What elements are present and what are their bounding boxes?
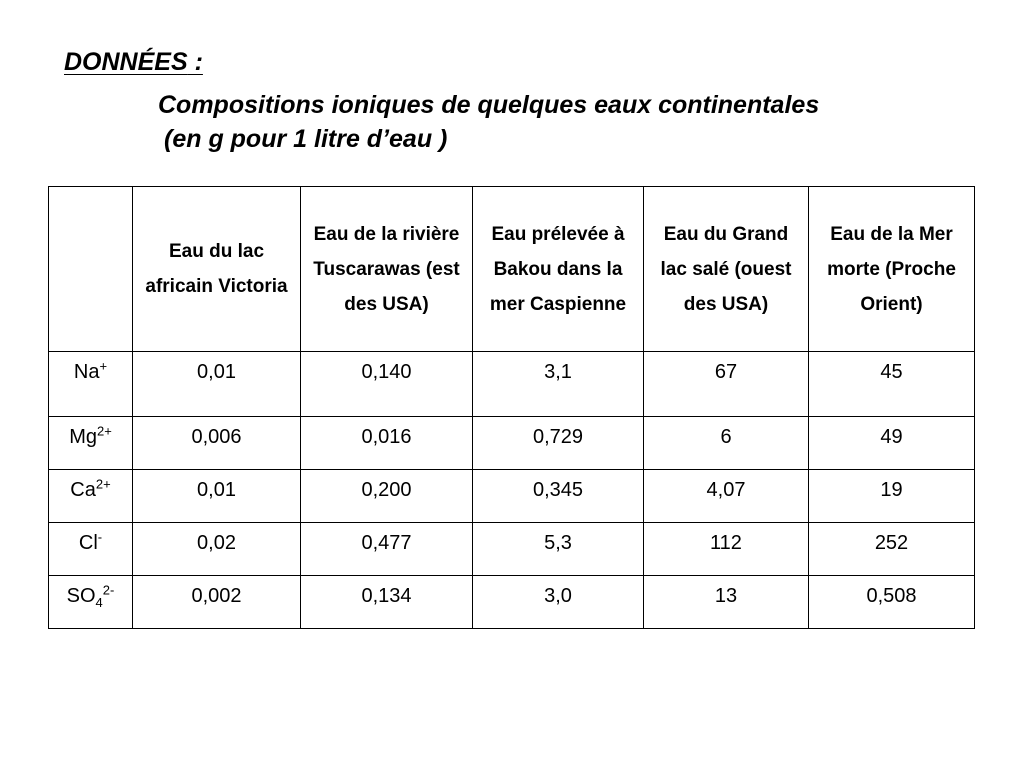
table-caption bbox=[158, 88, 819, 156]
table-row bbox=[49, 352, 975, 417]
ion-composition-table bbox=[48, 186, 975, 629]
value-cell: 49 bbox=[809, 417, 975, 470]
value-cell: 3,0 bbox=[473, 576, 644, 629]
value-cell: 4,07 bbox=[644, 470, 809, 523]
ion-cell-mg bbox=[49, 417, 133, 470]
value-cell: 0,508 bbox=[809, 576, 975, 629]
ion-charge: - bbox=[97, 529, 103, 545]
ion-charge: 2- bbox=[102, 582, 115, 598]
ion-charge: 2+ bbox=[96, 423, 112, 439]
table-row bbox=[49, 523, 975, 576]
table-row bbox=[49, 576, 975, 629]
value-cell: 0,140 bbox=[301, 352, 473, 417]
value-cell: 112 bbox=[644, 523, 809, 576]
value-cell: 5,3 bbox=[473, 523, 644, 576]
col-header-mer-morte: Eau de la Mer morte (Proche Orient) bbox=[809, 187, 975, 352]
donnees-label: DONNÉES bbox=[64, 48, 188, 76]
value-cell: 0,200 bbox=[301, 470, 473, 523]
value-cell: 3,1 bbox=[473, 352, 644, 417]
ion-symbol: Ca bbox=[70, 479, 96, 501]
value-cell: 0,477 bbox=[301, 523, 473, 576]
header-row bbox=[49, 187, 975, 352]
caption-line-2: (en g pour 1 litre d’eau ) bbox=[164, 125, 448, 153]
caption-line-1: Compositions ioniques de quelques eaux continentales bbox=[158, 91, 820, 119]
value-cell: 0,01 bbox=[133, 352, 301, 417]
value-cell: 45 bbox=[809, 352, 975, 417]
ion-charge: + bbox=[99, 358, 108, 374]
value-cell: 6 bbox=[644, 417, 809, 470]
value-cell: 67 bbox=[644, 352, 809, 417]
ion-cell-ca bbox=[49, 470, 133, 523]
corner-cell bbox=[49, 187, 133, 352]
ion-symbol: Na bbox=[73, 361, 100, 383]
col-header-grand-lac-sale: Eau du Grand lac salé (ouest des USA) bbox=[644, 187, 809, 352]
value-cell: 0,01 bbox=[133, 470, 301, 523]
value-cell: 0,002 bbox=[133, 576, 301, 629]
value-cell: 0,729 bbox=[473, 417, 644, 470]
ion-symbol: Mg bbox=[69, 426, 97, 448]
ion-cell-cl bbox=[49, 523, 133, 576]
value-cell: 0,02 bbox=[133, 523, 301, 576]
value-cell: 0,006 bbox=[133, 417, 301, 470]
donnees-colon: : bbox=[187, 48, 203, 76]
col-header-victoria: Eau du lac africain Victoria bbox=[133, 187, 301, 352]
donnees-heading bbox=[64, 47, 203, 78]
ion-symbol: SO bbox=[66, 585, 96, 607]
ion-subscript: 4 bbox=[95, 595, 103, 610]
ion-symbol: Cl bbox=[78, 532, 98, 554]
col-header-caspienne: Eau prélevée à Bakou dans la mer Caspienne bbox=[473, 187, 644, 352]
col-header-tuscarawas: Eau de la rivière Tuscarawas (est des USA) bbox=[301, 187, 473, 352]
value-cell: 13 bbox=[644, 576, 809, 629]
table-row bbox=[49, 417, 975, 470]
ion-charge: 2+ bbox=[95, 476, 111, 492]
ion-cell-so4 bbox=[49, 576, 133, 629]
value-cell: 19 bbox=[809, 470, 975, 523]
value-cell: 0,016 bbox=[301, 417, 473, 470]
value-cell: 0,345 bbox=[473, 470, 644, 523]
value-cell: 252 bbox=[809, 523, 975, 576]
value-cell: 0,134 bbox=[301, 576, 473, 629]
table-row bbox=[49, 470, 975, 523]
ion-cell-na bbox=[49, 352, 133, 417]
